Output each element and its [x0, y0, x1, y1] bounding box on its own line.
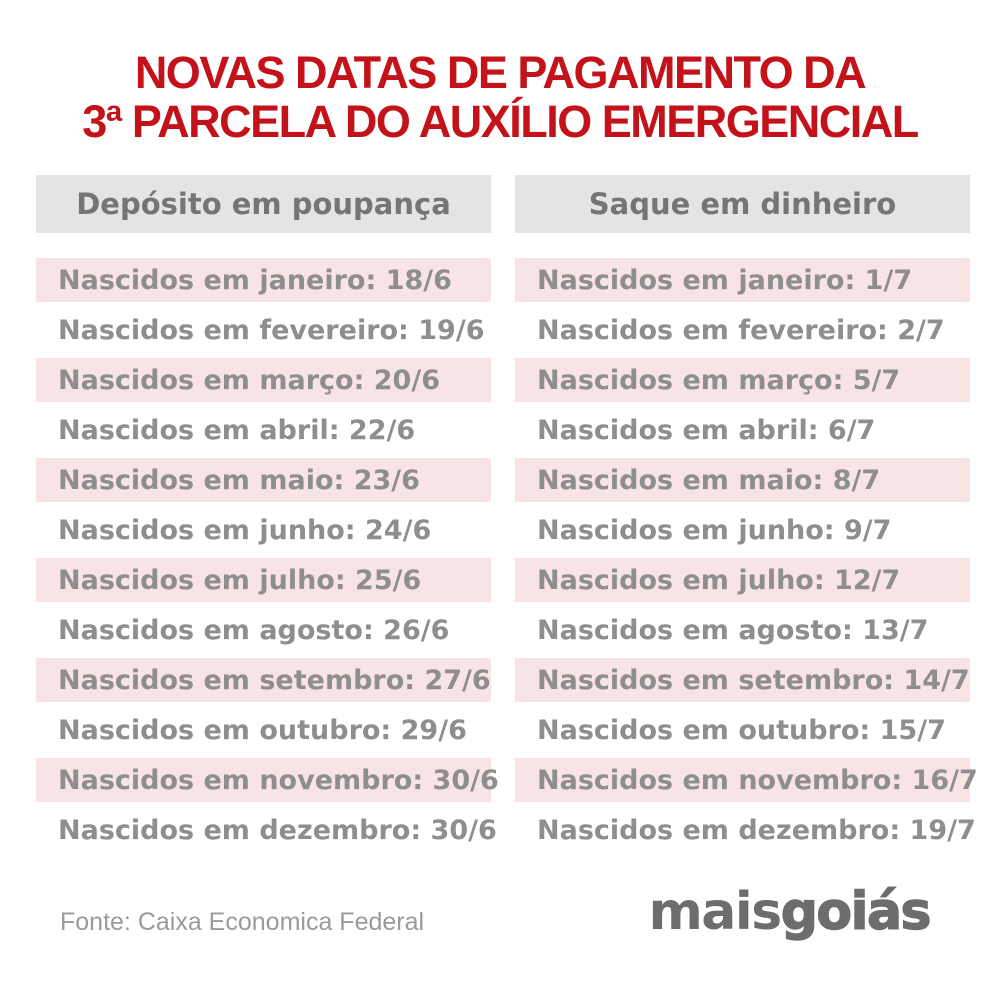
table-row: Nascidos em julho: 25/6 — [36, 558, 491, 602]
table-row: Nascidos em fevereiro: 2/7 — [537, 314, 945, 346]
source-credit: Fonte: Caixa Economica Federal — [60, 908, 425, 936]
logo-mais: mais — [648, 882, 781, 942]
table-row: Nascidos em dezembro: 30/6 — [58, 814, 497, 846]
table-row: Nascidos em novembro: 16/7 — [515, 758, 970, 802]
table-row: Nascidos em janeiro: 1/7 — [515, 258, 970, 302]
table-row: Nascidos em março: 20/6 — [36, 358, 491, 402]
table-row: Nascidos em abril: 6/7 — [537, 414, 876, 446]
table-row: Nascidos em janeiro: 18/6 — [36, 258, 491, 302]
table-row: Nascidos em agosto: 26/6 — [58, 614, 450, 646]
table-row: Nascidos em outubro: 15/7 — [537, 714, 946, 746]
table-row: Nascidos em dezembro: 19/7 — [537, 814, 976, 846]
table-row: Nascidos em junho: 9/7 — [537, 514, 892, 546]
title-line-2: 3ª PARCELA DO AUXÍLIO EMERGENCIAL — [82, 96, 918, 147]
table-row: Nascidos em março: 5/7 — [515, 358, 970, 402]
deposit-column — [36, 175, 499, 858]
logo-goias: goiás — [780, 882, 930, 942]
title-line-1: NOVAS DATAS DE PAGAMENTO DA — [134, 47, 866, 98]
table-row: Nascidos em agosto: 13/7 — [537, 614, 929, 646]
table-row: Nascidos em novembro: 30/6 — [36, 758, 491, 802]
table-row: Nascidos em junho: 24/6 — [58, 514, 432, 546]
table-row: Nascidos em julho: 12/7 — [515, 558, 970, 602]
table-row: Nascidos em setembro: 27/6 — [36, 658, 491, 702]
table-row: Nascidos em setembro: 14/7 — [515, 658, 970, 702]
payment-tables — [36, 175, 978, 858]
deposit-column-header: Depósito em poupança — [36, 175, 491, 233]
page-title — [0, 48, 1000, 146]
table-row: Nascidos em fevereiro: 19/6 — [58, 314, 485, 346]
table-row: Nascidos em maio: 8/7 — [515, 458, 970, 502]
table-row: Nascidos em outubro: 29/6 — [58, 714, 467, 746]
cash-withdrawal-column — [515, 175, 978, 858]
maisgoias-logo — [649, 884, 930, 941]
table-row: Nascidos em maio: 23/6 — [36, 458, 491, 502]
cash-withdrawal-column-header: Saque em dinheiro — [515, 175, 970, 233]
table-row: Nascidos em abril: 22/6 — [58, 414, 416, 446]
